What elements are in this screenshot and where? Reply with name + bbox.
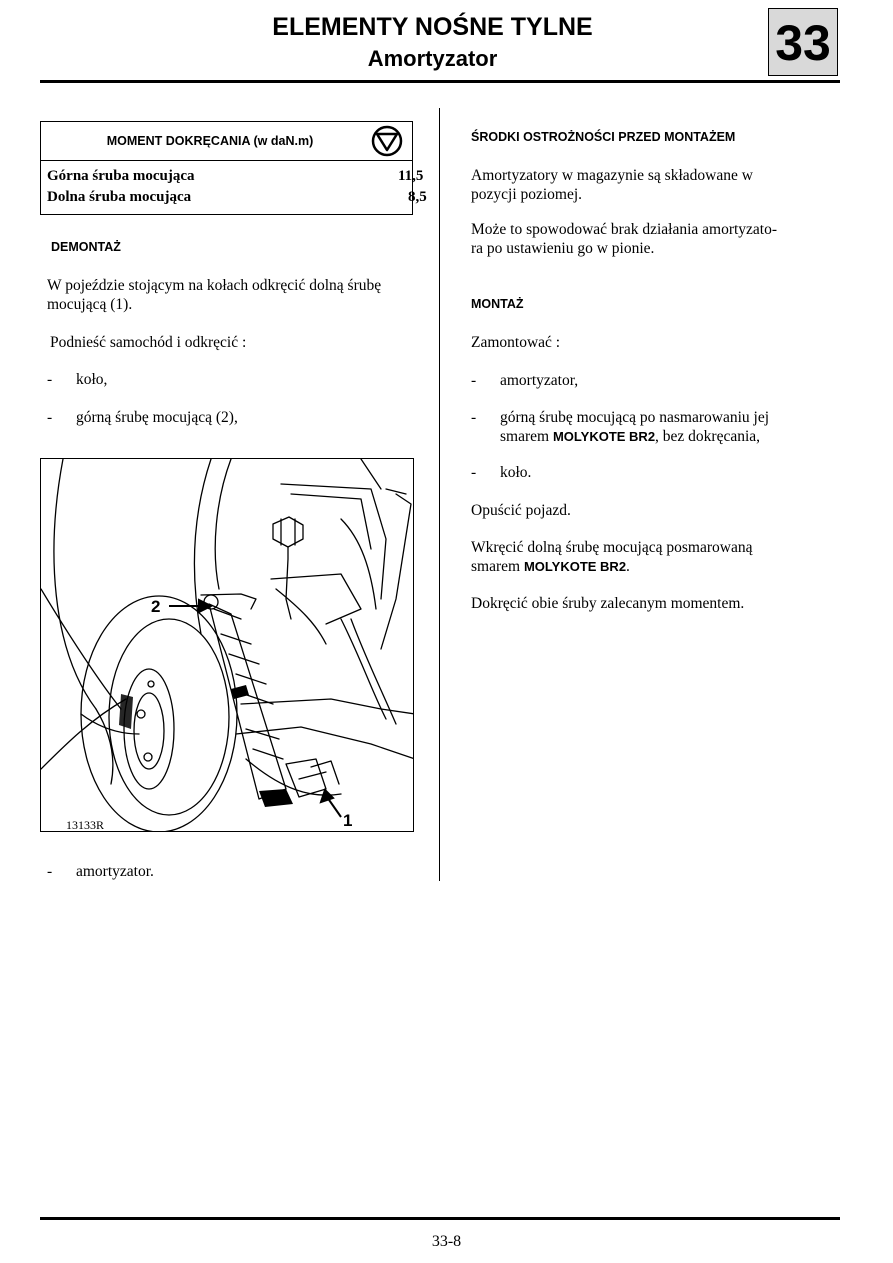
bullet-text: górną śrubę mocującą (2), — [76, 409, 238, 426]
bullet-text: amortyzator, — [500, 372, 579, 389]
text-line: Może to spowodować brak działania amortyzato- — [471, 221, 778, 238]
removal-paragraph-1: W pojeździe stojącym na kołach odkręcić dolną śrubę mocującą (1). — [47, 277, 382, 313]
torque-row-upper-value: 11,5 — [398, 168, 424, 184]
precautions-paragraph-1 — [471, 166, 753, 204]
bullet-dash: - — [47, 409, 53, 426]
torque-table-header — [41, 122, 412, 161]
bullet-dash: - — [47, 371, 53, 388]
title-line-2: Amortyzator — [367, 46, 498, 71]
text-line: ra po ustawieniu go w pionie. — [471, 240, 655, 257]
bullet-dash: - — [471, 409, 477, 426]
precautions-paragraph-2 — [471, 220, 777, 258]
bullet-text — [500, 408, 769, 446]
footer-divider — [40, 1217, 840, 1220]
torque-table — [40, 121, 427, 215]
removal-paragraph-2: Podnieść samochód i odkręcić : — [50, 334, 247, 351]
page-number: 33-8 — [431, 1233, 462, 1250]
bullet-dash: - — [47, 863, 53, 880]
lubricant-name: MOLYKOTE BR2 — [523, 559, 627, 574]
torque-row-lower-value: 8,5 — [408, 189, 427, 205]
text-fragment: smarem — [471, 558, 521, 575]
callout-upper-bolt: 2 — [151, 597, 161, 616]
shock-absorber-illustration — [40, 458, 414, 832]
installation-heading: MONTAŻ — [471, 297, 524, 311]
lubricant-name: MOLYKOTE BR2 — [552, 429, 656, 444]
bullet-dash: - — [471, 372, 477, 389]
title-line-1: ELEMENTY NOŚNE TYLNE — [272, 13, 593, 41]
figure-reference-code: 13133R — [66, 818, 105, 832]
text-line — [500, 427, 769, 446]
precautions-heading: ŚRODKI OSTROŻNOŚCI PRZED MONTAŻEM — [471, 130, 736, 144]
installation-tighten: Dokręcić obie śruby zalecanym momentem. — [471, 595, 745, 612]
chapter-badge: 33 — [768, 8, 838, 76]
illustration-drawing — [41, 459, 414, 832]
page-title — [0, 12, 865, 74]
bullet-text: koło, — [76, 371, 108, 388]
bullet-dash: - — [471, 464, 477, 481]
text-fragment: smarem — [500, 428, 550, 445]
column-divider — [439, 108, 440, 881]
installation-bullet-upper-bolt — [471, 408, 831, 448]
text-line: Amortyzatory w magazynie są składowane w — [471, 167, 753, 184]
torque-table-title: MOMENT DOKRĘCANIA (w daN.m) — [106, 134, 314, 148]
callout-lower-bolt: 1 — [343, 811, 353, 830]
removal-heading: DEMONTAŻ — [51, 240, 121, 254]
text-fragment: , bez dokręcania, — [655, 428, 761, 445]
installation-screw-in — [471, 538, 752, 576]
installation-intro: Zamontować : — [471, 334, 561, 351]
text-line: górną śrubę mocującą po nasmarowaniu jej — [500, 409, 770, 426]
text-line: pozycji poziomej. — [471, 186, 583, 203]
header-divider — [40, 80, 840, 83]
text-fragment: . — [626, 558, 630, 575]
torque-row-upper-label: Górna śruba mocująca — [47, 168, 195, 184]
torque-wrench-icon — [371, 125, 403, 157]
text-line: Wkręcić dolną śrubę mocującą posmarowaną — [471, 539, 753, 556]
bullet-text: koło. — [500, 464, 532, 481]
bullet-text: amortyzator. — [76, 863, 154, 880]
installation-lower-vehicle: Opuścić pojazd. — [471, 502, 571, 519]
torque-row-lower-label: Dolna śruba mocująca — [47, 189, 192, 205]
text-line — [471, 557, 752, 576]
